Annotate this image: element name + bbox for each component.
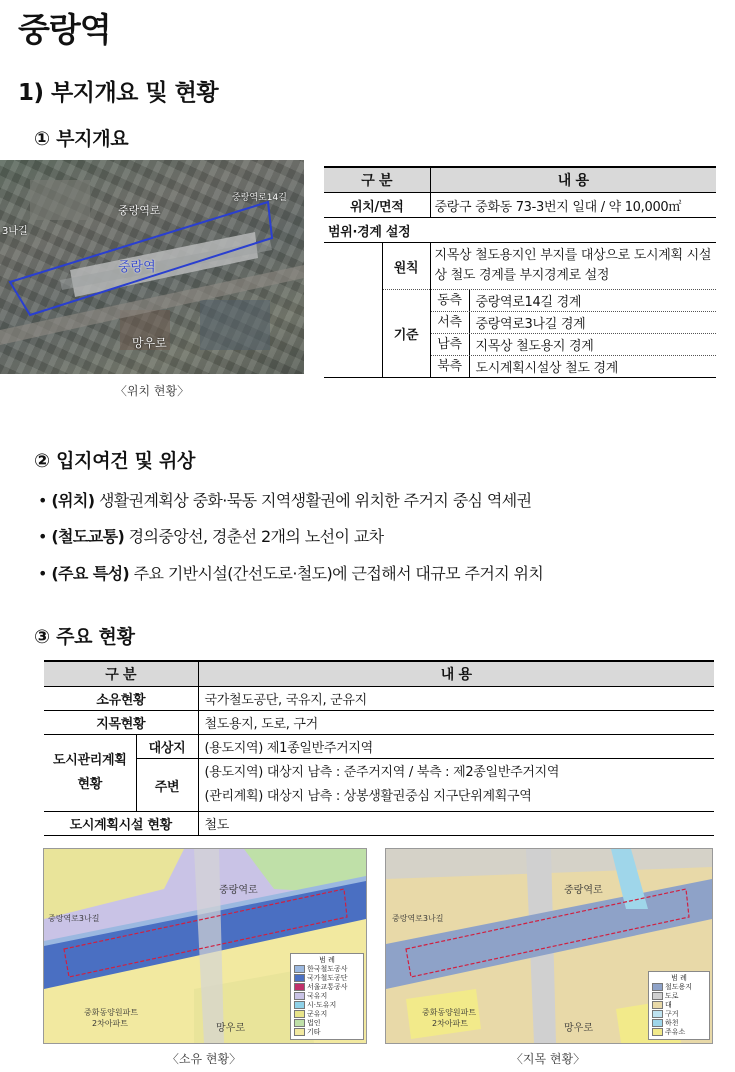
map-right-label: 중화동양원파트: [422, 1008, 477, 1017]
ownership-map: [43, 848, 367, 1044]
subheading-overview: ① 부지개요: [34, 128, 129, 150]
legend-items: [652, 983, 706, 1037]
urban-plan-label: 도시관리계획 현황: [44, 735, 136, 812]
legend-swatch: [294, 1001, 305, 1009]
legend-item: [294, 1028, 360, 1037]
principle-value: 지목상 철도용지인 부지를 대상으로 도시계획 시설상 철도 경계를 부지경계로 설정: [430, 243, 716, 290]
landcat-legend: [648, 971, 710, 1040]
status-row-ownership: [44, 687, 714, 711]
ownership-map-caption: 〈소유 현황〉: [166, 1052, 242, 1066]
overview-table: [324, 166, 716, 378]
location-label: 위치/면적: [324, 193, 430, 218]
status-row-around: [44, 759, 714, 812]
legend-item: [294, 1001, 360, 1010]
bullet-key: (철도교통): [51, 527, 125, 546]
legend-item: [652, 992, 706, 1001]
criteria-row-east: [324, 290, 716, 312]
legend-label: 하천: [665, 1019, 679, 1027]
bullet-text: 주요 기반시설(간선도로·철도)에 근접해서 대규모 주거지 위치: [129, 564, 544, 583]
landcat-map-caption: 〈지목 현황〉: [510, 1052, 586, 1066]
aerial-label-road-2: 중랑역로14길: [232, 193, 287, 203]
legend-label: 기타: [307, 1028, 321, 1036]
landcat-map: [385, 848, 713, 1044]
criteria-dir: 북측: [431, 356, 470, 377]
legend-item: [294, 965, 360, 974]
range-label: 범위·경계 설정: [324, 218, 716, 243]
legend-item: [294, 1010, 360, 1019]
legend-item: [294, 974, 360, 983]
legend-swatch: [294, 983, 305, 991]
legend-swatch: [294, 965, 305, 973]
legend-item: [652, 1001, 706, 1010]
status-table: [44, 660, 714, 836]
overview-row-range: [324, 218, 716, 243]
facility-label: 도시계획시설 현황: [44, 812, 198, 836]
legend-label: 국유지: [307, 992, 328, 1000]
legend-label: 서울교통공사: [307, 983, 348, 991]
legend-label: 구거: [665, 1010, 679, 1018]
subheading-status: ③ 주요 현황: [34, 626, 135, 648]
aerial-label-road-3: 3나길: [2, 226, 28, 237]
legend-swatch: [294, 1019, 305, 1027]
map-right-label: 중랑역로3나길: [392, 914, 444, 923]
aerial-photo: [0, 160, 304, 374]
bullet-text: 경의중앙선, 경춘선 2개의 노선이 교차: [124, 527, 384, 546]
map-left-label: 중랑역로3나길: [48, 914, 100, 923]
legend-item: [652, 983, 706, 992]
criteria-value: 도시계획시설상 철도 경계: [475, 361, 619, 376]
aerial-caption: 〈위치 현황〉: [114, 384, 190, 398]
legend-label: 국가철도공단: [307, 974, 348, 982]
overview-header-content: 내 용: [430, 167, 716, 193]
target-label: 대상지: [136, 735, 198, 759]
status-row-facility: [44, 812, 714, 836]
aerial-label-road-4: 망우로: [132, 336, 167, 350]
aerial-label-station: 중랑역: [118, 260, 156, 275]
legend-title: 범 례: [319, 956, 335, 964]
bullet-feature: • (주요 특성) 주요 기반시설(간선도로·철도)에 근접해서 대규모 주거지 위치: [38, 564, 544, 583]
legend-label: 철도용지: [665, 983, 693, 991]
map-right-label: 2차아파트: [432, 1019, 469, 1028]
legend-label: 법인: [307, 1019, 321, 1027]
map-left-label: 2차아파트: [92, 1019, 129, 1028]
legend-item: [652, 1010, 706, 1019]
bullet-rail: • (철도교통) 경의중앙선, 경춘선 2개의 노선이 교차: [38, 527, 384, 546]
aerial-label-road-1: 중랑역로: [118, 204, 161, 217]
ownership-value: 국가철도공단, 국유지, 군유지: [198, 687, 714, 711]
legend-swatch: [294, 992, 305, 1000]
overview-header-category: 구 분: [324, 167, 430, 193]
legend-item: [294, 983, 360, 992]
status-header-row: [44, 661, 714, 687]
principle-label: 원칙: [382, 243, 430, 290]
legend-item: [652, 1028, 706, 1037]
map-right-label: 중랑역로: [564, 885, 603, 896]
ownership-legend: [290, 953, 364, 1040]
ownership-label: 소유현황: [44, 687, 198, 711]
bullet-text: 생활권계획상 중화·묵동 지역생활권에 위치한 주거지 중심 역세권: [94, 491, 532, 510]
map-left-label: 중랑역로: [219, 885, 258, 896]
legend-swatch: [652, 1028, 663, 1036]
legend-label: 시·도유지: [307, 1001, 337, 1009]
legend-swatch: [652, 992, 663, 1000]
criteria-value: 중랑역로3나길 경계: [475, 317, 586, 332]
legend-swatch: [652, 983, 663, 991]
legend-title: 범 례: [671, 974, 687, 982]
legend-swatch: [294, 974, 305, 982]
criteria-label: 기준: [382, 290, 430, 378]
legend-label: 한국철도공사: [307, 965, 348, 973]
criteria-dir: 서측: [431, 312, 470, 333]
overview-row-location: [324, 193, 716, 218]
map-left-label: 중화동양원파트: [84, 1008, 139, 1017]
criteria-value: 중랑역로14길 경계: [475, 295, 582, 310]
status-row-target: [44, 735, 714, 759]
criteria-value: 지목상 철도용지 경계: [475, 339, 594, 354]
legend-label: 군유지: [307, 1010, 328, 1018]
legend-swatch: [652, 1019, 663, 1027]
legend-swatch: [652, 1010, 663, 1018]
around-value: (용도지역) 대상지 남측 : 준주거지역 / 북측 : 제2종일반주거지역 (관리계획) 대상지 남측 : 상봉생활권중심 지구단위계획구역: [198, 759, 714, 812]
overview-row-principle: [324, 243, 716, 290]
facility-value: 철도: [198, 812, 714, 836]
subheading-location: ② 입지여건 및 위상: [34, 450, 196, 472]
map-right-label: 망우로: [564, 1023, 593, 1034]
legend-label: 주유소: [665, 1028, 686, 1036]
around-label: 주변: [136, 759, 198, 812]
location-value: 중랑구 중화동 73-3번지 일대 / 약 10,000㎡: [430, 193, 716, 218]
landcat-value: 철도용지, 도로, 구거: [198, 711, 714, 735]
target-value: (용도지역) 제1종일반주거지역: [198, 735, 714, 759]
bullet-key: (주요 특성): [51, 564, 130, 583]
legend-label: 대: [665, 1001, 672, 1009]
status-header-content: 내 용: [198, 661, 714, 687]
section-heading: 1) 부지개요 및 현황: [18, 80, 219, 106]
legend-label: 도로: [665, 992, 679, 1000]
page-title: 중랑역: [18, 10, 111, 49]
overview-header-row: [324, 167, 716, 193]
status-header-category: 구 분: [44, 661, 198, 687]
bullet-key: (위치): [51, 491, 95, 510]
legend-item: [652, 1019, 706, 1028]
legend-items: [294, 965, 360, 1037]
criteria-dir: 남측: [431, 334, 470, 355]
legend-swatch: [652, 1001, 663, 1009]
range-indent-cell: [324, 243, 382, 378]
landcat-label: 지목현황: [44, 711, 198, 735]
legend-item: [294, 992, 360, 1001]
map-left-label: 망우로: [216, 1023, 245, 1034]
criteria-dir: 동측: [431, 290, 470, 311]
legend-swatch: [294, 1010, 305, 1018]
legend-swatch: [294, 1028, 305, 1036]
status-row-landcat: [44, 711, 714, 735]
legend-item: [294, 1019, 360, 1028]
bullet-location: • (위치) 생활권계획상 중화·묵동 지역생활권에 위치한 주거지 중심 역세권: [38, 491, 532, 510]
